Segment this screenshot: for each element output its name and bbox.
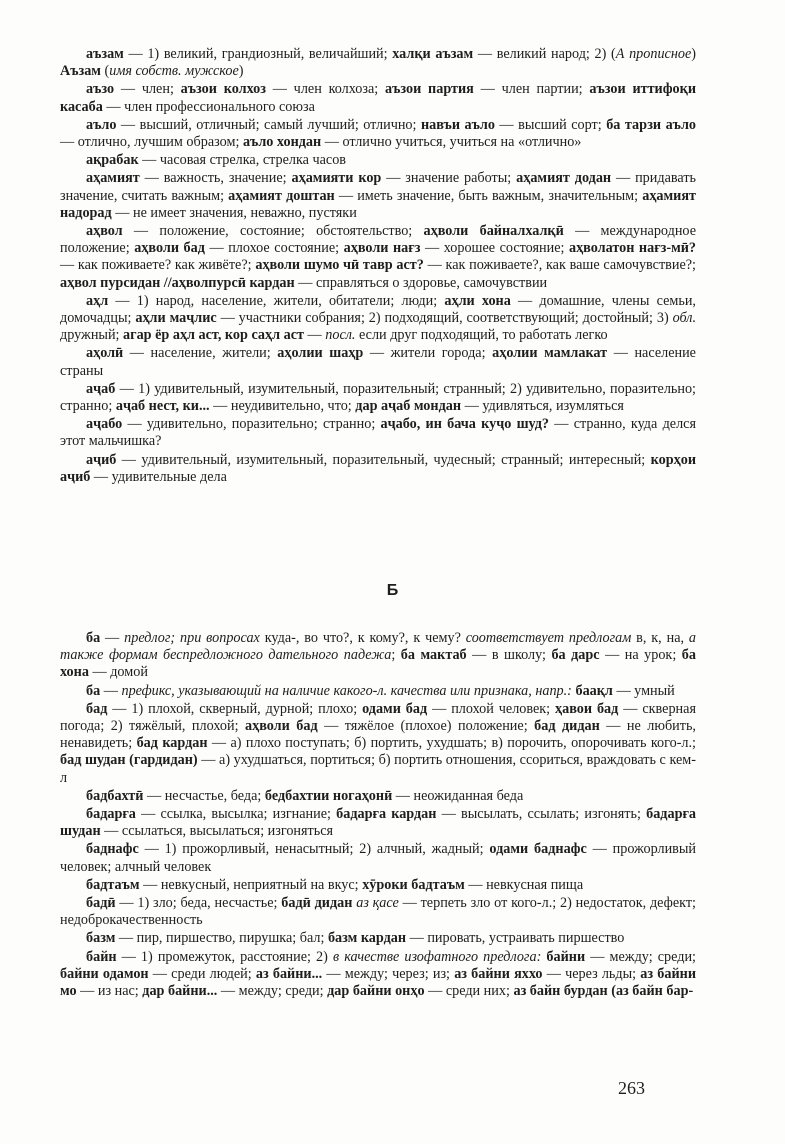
- headword-text: ба: [86, 682, 101, 699]
- headword-text: байн: [86, 948, 117, 965]
- headword-text: бадарға шудан: [60, 806, 696, 840]
- headword-text: бадтаъм: [86, 876, 140, 893]
- headword-text: Аъзам: [60, 63, 101, 80]
- entries-bottom-column: [60, 630, 696, 1001]
- definition-text: — неудивительно, что;: [209, 398, 356, 415]
- headword-text: аҳволатон нағз-мӣ?: [568, 240, 696, 257]
- definition-text: — удивляться, изумляться: [461, 398, 624, 415]
- definition-text: — ссылаться, высылаться; изгоняться: [100, 823, 334, 840]
- definition-text: —: [303, 327, 326, 344]
- dictionary-entry: [60, 46, 696, 80]
- headword-text: аҳволи байналхалқӣ: [423, 223, 564, 240]
- dictionary-entry: [60, 949, 696, 1001]
- definition-text: — ссылка, высылка; изгнание;: [135, 806, 337, 823]
- definition-text: — плохое состояние;: [204, 240, 344, 257]
- headword-text: аъло хондан: [242, 134, 322, 151]
- headword-text: аҳволи бад: [134, 240, 205, 257]
- headword-text: навъи аъло: [420, 116, 495, 133]
- definition-text: — международное положение;: [60, 223, 696, 257]
- italic-note: обл.: [672, 310, 696, 327]
- headword-text: аҳли маҷлис: [135, 310, 217, 327]
- italic-note: посл.: [325, 327, 356, 344]
- italic-note: а также формам беспредложного дательного падежа: [60, 630, 696, 664]
- definition-text: — как поживаете?, как ваше самочувствие?;: [423, 257, 696, 274]
- definition-text: (: [100, 63, 110, 80]
- dictionary-entry: [60, 683, 696, 700]
- definition-text: — положение, состояние; обстоятельство;: [122, 223, 424, 240]
- headword-text: бад кардан: [136, 735, 208, 752]
- definition-text: дружный;: [60, 327, 124, 344]
- headword-text: аҳл: [86, 292, 109, 309]
- headword-text: аҳволи нағз: [343, 240, 421, 257]
- definition-text: — придавать значение, считать важным;: [60, 170, 696, 204]
- italic-note: предлог; при вопросах: [124, 630, 260, 646]
- headword-text: аҳли хона: [444, 292, 511, 309]
- definition-text: — невкусный, неприятный на вкус;: [139, 876, 363, 893]
- headword-text: аъзои иттифоқи касаба: [60, 81, 696, 115]
- definition-text: — удивительно, поразительно; странно;: [122, 416, 381, 433]
- headword-text: аҳолии шаҳр: [277, 345, 364, 362]
- definition-text: —: [100, 682, 122, 699]
- definition-text: — прожорливый человек; алчный человек: [60, 841, 697, 875]
- dictionary-entry: [60, 381, 696, 415]
- dictionary-entry: [60, 630, 696, 682]
- headword-text: аҷиб: [86, 451, 117, 468]
- headword-text: аз байни...: [255, 965, 323, 982]
- headword-text: ба хона: [60, 647, 696, 681]
- definition-text: — высший сорт;: [494, 116, 607, 133]
- definition-text: ;: [391, 647, 401, 664]
- definition-text: — удивительный, изумительный, поразительный, чудесный; странный; интересный;: [116, 451, 651, 468]
- headword-text: аз байн бурдан (аз байн бар-: [513, 983, 694, 1000]
- dictionary-entry: [60, 841, 696, 875]
- headword-text: бад: [86, 700, 108, 717]
- dictionary-entry: [60, 152, 696, 169]
- headword-text: баднафс: [86, 841, 139, 858]
- definition-text: — 1) плохой, скверный, дурной; плохо;: [107, 700, 363, 717]
- headword-text: аз байни яххо: [454, 965, 543, 982]
- headword-text: аҳволи шумо чӣ тавр аст?: [255, 257, 424, 274]
- headword-text: бадӣ: [86, 895, 116, 912]
- definition-text: — несчастье, беда;: [143, 787, 265, 804]
- headword-text: аҳолӣ: [86, 345, 124, 362]
- definition-text: — 1) народ, население, жители, обитатели; люди;: [108, 292, 445, 309]
- headword-text: бадарға: [86, 806, 136, 823]
- definition-text: — странно, куда делся этот мальчишка?: [60, 416, 696, 450]
- definition-text: — не имеет значения, неважно, пустяки: [111, 204, 357, 221]
- definition-text: — между; среди;: [217, 983, 328, 1000]
- headword-text: аҳвол: [86, 223, 123, 240]
- dictionary-entry: [60, 345, 696, 379]
- headword-text: ба мактаб: [400, 647, 467, 664]
- dictionary-entry: [60, 416, 696, 450]
- headword-text: бад дидан: [534, 718, 600, 735]
- definition-text: — из нас;: [76, 983, 143, 1000]
- definition-text: — невкусная пища: [464, 876, 584, 893]
- section-letter: Б: [386, 582, 399, 599]
- definition-text: — член колхоза;: [265, 81, 386, 98]
- definition-text: — член;: [114, 81, 181, 98]
- definition-text: — среди людей;: [148, 965, 256, 982]
- definition-text: — через льды;: [542, 965, 641, 982]
- headword-text: аҳолии мамлакат: [492, 345, 608, 362]
- definition-text: — хорошее состояние;: [420, 240, 569, 257]
- definition-text: — 1) промежуток, расстояние; 2): [116, 948, 333, 965]
- dictionary-entry: [60, 877, 696, 894]
- headword-text: аъзам: [86, 46, 124, 62]
- definition-text: — терпеть зло от кого-л.; 2) недостаток, дефект; недоброкачественность: [60, 895, 696, 929]
- definition-text: — неожиданная беда: [392, 787, 524, 804]
- definition-text: —: [100, 630, 125, 646]
- definition-text: — часовая стрелка, стрелка часов: [138, 152, 347, 169]
- headword-text: бедбахтии ногаҳонӣ: [264, 787, 393, 804]
- dictionary-entry: [60, 701, 696, 787]
- definition-text: — член профессионального союза: [102, 98, 315, 115]
- definition-text: — тяжёлое (плохое) положение;: [317, 718, 535, 735]
- headword-text: аҷаб: [86, 380, 116, 397]
- headword-text: аъзои колхоз: [180, 81, 266, 98]
- headword-text: ақрабак: [86, 152, 139, 169]
- italic-note: аз қасе: [356, 895, 399, 912]
- italic-note: префикс, указывающий на наличие какого-л. качества или признака, напр.:: [121, 682, 572, 699]
- italic-note: имя собств. мужское: [109, 63, 239, 80]
- definition-text: ): [238, 63, 244, 80]
- dictionary-entry: [60, 223, 696, 292]
- definition-text: — среди них;: [424, 983, 514, 1000]
- definition-text: — 1) зло; беда, несчастье;: [115, 895, 282, 912]
- definition-text: куда-, во что?, к кому?, к чему?: [259, 630, 466, 646]
- definition-text: — население страны: [60, 345, 696, 379]
- headword-text: халқи аъзам: [392, 46, 474, 62]
- headword-text: аҳамияти кор: [291, 170, 382, 187]
- definition-text: — а) плохо поступать; б) портить, ухудшать; в) порочить, опорочивать кого-л.;: [207, 735, 696, 752]
- definition-text: — высылать, ссылать; изгонять;: [436, 806, 647, 823]
- definition-text: — 1) великий, грандиозный, величайший;: [123, 46, 393, 62]
- headword-text: баақл: [575, 682, 613, 699]
- headword-text: аҷаб нест, ки...: [115, 398, 210, 415]
- headword-text: аз байни мо: [60, 965, 696, 1000]
- headword-text: корҳои аҷиб: [60, 451, 696, 485]
- headword-text: ба: [86, 630, 101, 646]
- definition-text: если друг подходящий, то работать легко: [355, 327, 608, 344]
- definition-text: — между; среди;: [585, 948, 696, 965]
- dictionary-entry: [60, 895, 696, 929]
- dictionary-entry: [60, 293, 696, 345]
- headword-text: аҳамият додан: [516, 170, 612, 187]
- definition-text: — великий народ; 2) (: [473, 46, 616, 62]
- definition-text: — население, жители;: [123, 345, 278, 362]
- headword-text: бадӣ дидан: [281, 895, 353, 912]
- definition-text: — удивительные дела: [90, 468, 227, 485]
- headword-text: бадарға кардан: [336, 806, 437, 823]
- headword-text: дар аҷаб мондан: [355, 398, 462, 415]
- headword-text: дар байни онҳо: [327, 983, 425, 1000]
- dictionary-entry: [60, 788, 696, 805]
- definition-text: — высший, отличный; самый лучший; отлично;: [116, 116, 421, 133]
- headword-text: агар ёр аҳл аст, кор саҳл аст: [123, 327, 304, 344]
- definition-text: — 1) удивительный, изумительный, поразительный; странный; 2) удивительно, поразительно; странно;: [60, 380, 696, 415]
- definition-text: в, к, на,: [631, 630, 689, 646]
- definition-text: — отлично, лучшим образом;: [60, 134, 243, 151]
- definition-text: — участники собрания; 2) подходящий, соответствующий; достойный; 3): [216, 310, 673, 327]
- definition-text: — в школу;: [466, 647, 552, 664]
- headword-text: одами бад: [362, 700, 428, 717]
- italic-note: соответствует предлогам: [465, 630, 632, 646]
- italic-note: А прописное: [615, 46, 692, 62]
- definition-text: — между; через; из;: [322, 965, 455, 982]
- definition-text: — справляться о здоровье, самочувствии: [294, 274, 548, 291]
- headword-text: аҳамият надорад: [60, 187, 696, 221]
- dictionary-entry: [60, 117, 696, 151]
- definition-text: — иметь значение, быть важным, значительным;: [334, 187, 643, 204]
- definition-text: — значение работы;: [381, 170, 517, 187]
- headword-text: аҷабо: [86, 416, 123, 433]
- definition-text: — а) ухудшаться, портиться; б) портить отношения, ссориться, враждовать с кем-л: [60, 752, 696, 786]
- definition-text: — домашние, члены семьи, домочадцы;: [60, 292, 696, 327]
- headword-text: аҳамият доштан: [228, 187, 335, 204]
- headword-text: аъзо: [86, 81, 115, 98]
- definition-text: — умный: [612, 682, 675, 699]
- dictionary-entry: [60, 930, 696, 947]
- definition-text: — на урок;: [599, 647, 682, 664]
- definition-text: — жители города;: [363, 345, 493, 362]
- headword-text: одами баднафс: [489, 841, 587, 858]
- headword-text: базм: [86, 930, 116, 947]
- dictionary-entry: [60, 452, 696, 486]
- definition-text: — пир, пиршество, пирушка; бал;: [115, 930, 328, 947]
- page-number: 263: [618, 1078, 645, 1098]
- definition-text: — важность, значение;: [139, 170, 292, 187]
- headword-text: аъзои партия: [385, 81, 474, 98]
- headword-text: байни одамон: [60, 965, 149, 982]
- definition-text: — не любить, ненавидеть;: [60, 718, 696, 752]
- headword-text: ба дарс: [551, 647, 600, 664]
- headword-text: аҷабо, ин бача куҷо шуд?: [380, 416, 550, 433]
- dictionary-entry: [60, 81, 696, 115]
- definition-text: — плохой человек;: [427, 700, 556, 717]
- definition-text: — член партии;: [473, 81, 590, 98]
- headword-text: ба тарзи аъло: [606, 116, 696, 133]
- dictionary-entry: [60, 170, 696, 222]
- italic-note: в качестве изофатного предлога:: [332, 948, 542, 965]
- definition-text: — скверная погода; 2) тяжёлый, плохой;: [60, 700, 696, 735]
- headword-text: бадбахтӣ: [86, 787, 144, 804]
- headword-text: аҳвол пурсидан //аҳволпурсӣ кардан: [60, 274, 295, 291]
- headword-text: аҳамият: [86, 170, 140, 187]
- dictionary-entry: [60, 806, 696, 840]
- entries-top-column: [60, 46, 696, 487]
- headword-text: ҳавои бад: [555, 700, 619, 717]
- headword-text: байни: [546, 948, 586, 965]
- headword-text: дар байни...: [142, 983, 218, 1000]
- definition-text: ): [691, 46, 696, 62]
- definition-text: — отлично учиться, учиться на «отлично»: [321, 134, 582, 151]
- definition-text: — 1) прожорливый, ненасытный; 2) алчный, жадный;: [138, 841, 490, 858]
- headword-text: аҳволи бад: [245, 718, 318, 735]
- definition-text: — домой: [88, 664, 148, 681]
- headword-text: бад шудан (гардидан): [60, 752, 198, 769]
- headword-text: хӯроки бадтаъм: [362, 876, 465, 893]
- definition-text: — пировать, устраивать пиршество: [406, 930, 625, 947]
- definition-text: — как поживаете? как живёте?;: [60, 257, 256, 274]
- headword-text: базм кардан: [327, 930, 407, 947]
- headword-text: аъло: [86, 116, 117, 133]
